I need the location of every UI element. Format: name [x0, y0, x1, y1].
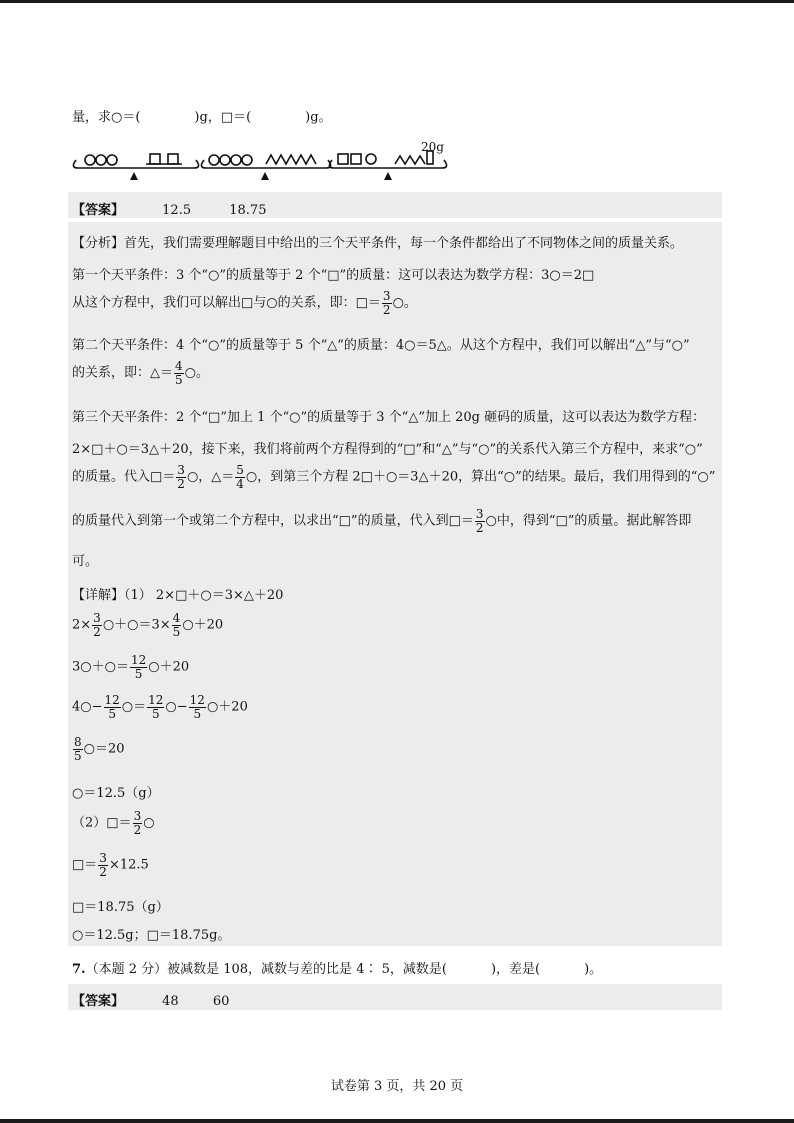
fraction: $\frac{3}{2}$: [382, 289, 391, 317]
analysis-line-6: 第三个天平条件：2 个“□”加上 1 个“○”的质量等于 3 个“△”加上 20g 砸码的质量，这可以表达为数学方程：: [72, 410, 706, 425]
fraction: $\frac{8}{5}$: [74, 735, 82, 763]
weight-label: 20g: [421, 140, 444, 154]
detail-line-6: ○＝12.5（g）: [72, 786, 160, 801]
question-6-tail: [72, 106, 332, 125]
page-footer: 试卷第 3 页，共 20 页: [330, 1079, 464, 1094]
detail-line-10: ○＝12.5g；□＝18.75g。: [72, 928, 231, 943]
detail-line-1: 【详解】（1） 2×□＋○＝3×△＋20: [72, 588, 284, 603]
fraction: $\frac{3}{2}$: [177, 463, 185, 491]
fraction: $\frac{4}{5}$: [172, 611, 181, 639]
fraction: $\frac{12}{5}$: [130, 653, 147, 681]
fraction: $\frac{5}{4}$: [236, 463, 244, 491]
analysis-line-4: 第二个天平条件：4 个“○”的质量等于 5 个“△”的质量：4○＝5△。从这个方程中，我们可以解出“△”与“○”: [72, 338, 690, 353]
analysis-line-3: 从这个方程中，我们可以解出□与○的关系，即：□＝ $\frac{3}{2}$ ○。: [72, 289, 417, 317]
analysis-line-2: 第一个天平条件：3 个“○”的质量等于 2 个“□”的质量：这可以表达为数学方程：3○＝2□: [72, 268, 595, 283]
q6-text-c: )g。: [305, 110, 332, 125]
analysis-line-7: 2×□＋○＝3△＋20，接下来，我们将前两个方程得到的“□”和“△”与“○”的关系代入第三个方程中，来求“○”: [72, 442, 703, 457]
fraction: $\frac{12}{5}$: [148, 693, 164, 721]
detail-line-3: 3○＋○＝ $\frac{12}{5}$ ○＋20: [72, 653, 190, 681]
analysis-line-5: 的关系，即：△＝ $\frac{4}{5}$ ○。: [72, 359, 209, 387]
analysis-line-9: 的质量代入到第一个或第二个方程中，以求出“□”的质量，代入到□＝ $\frac{3}{2}$ ○中，得到“□”的质量。据此解答即: [72, 507, 692, 535]
question-7: [72, 958, 602, 977]
answer-value-square: 18.75: [229, 203, 267, 218]
detail-line-2: 2× $\frac{3}{2}$ ○＋○＝3× $\frac{4}{5}$ ○＋20: [72, 611, 224, 639]
answer-label: 【答案】: [72, 994, 125, 1009]
detail-line-4: 4○− $\frac{12}{5}$ ○＝ $\frac{12}{5}$ ○− $\frac{12}{5}$ ○＋20: [72, 693, 248, 721]
answer-value-subtrahend: 48: [162, 994, 179, 1009]
detail-line-9: □＝18.75（g）: [72, 900, 169, 915]
fraction: $\frac{12}{5}$: [189, 693, 205, 721]
fraction: $\frac{3}{2}$: [99, 851, 107, 879]
fraction: $\frac{3}{2}$: [93, 611, 101, 639]
fraction: $\frac{3}{2}$: [133, 809, 142, 837]
answer-value-difference: 60: [212, 994, 230, 1009]
q7-text-c: )。: [584, 962, 603, 977]
q7-text-b: )，差是(: [490, 962, 541, 977]
fraction: $\frac{3}{2}$: [475, 507, 484, 535]
analysis-line-10: 可。: [72, 554, 99, 569]
question-number: 7.: [72, 962, 86, 977]
detail-line-5: $\frac{8}{5}$ ○＝20: [74, 735, 125, 763]
answer-label: 【答案】: [72, 203, 125, 218]
detail-line-7: （2）□＝ $\frac{3}{2}$ ○: [72, 809, 155, 837]
analysis-line-8: 的质量。代入□＝ $\frac{3}{2}$ ○，△＝ $\frac{5}{4}$ ○，到第三个方程 2□＋○＝3△＋20，算出“○”的结果。最后，我们用得到的“○”: [72, 463, 716, 491]
q7-text-a: （本题 2 分）被减数是 108，减数与差的比是 4∶ 5，减数是(: [85, 962, 447, 977]
q6-text-b: )g，□＝(: [194, 110, 252, 125]
fraction: $\frac{4}{5}$: [175, 359, 183, 387]
balance-scales-figure: [70, 138, 450, 186]
detail-line-8: □＝ $\frac{3}{2}$ ×12.5: [72, 851, 149, 879]
answer-row: [72, 199, 266, 218]
bottom-rule: [0, 1119, 794, 1123]
top-rule: [0, 0, 794, 3]
analysis-line-1: 【分析】首先，我们需要理解题目中给出的三个天平条件，每一个条件都给出了不同物体之间的质量关系。: [72, 236, 684, 251]
balance-scale-1: [73, 154, 198, 168]
fraction: $\frac{12}{5}$: [104, 693, 120, 721]
q6-text-a: 量，求○＝(: [72, 110, 141, 125]
balance-scale-2: [201, 155, 330, 168]
answer-value-circle: 12.5: [162, 203, 192, 218]
answer-row-7: [72, 990, 229, 1009]
